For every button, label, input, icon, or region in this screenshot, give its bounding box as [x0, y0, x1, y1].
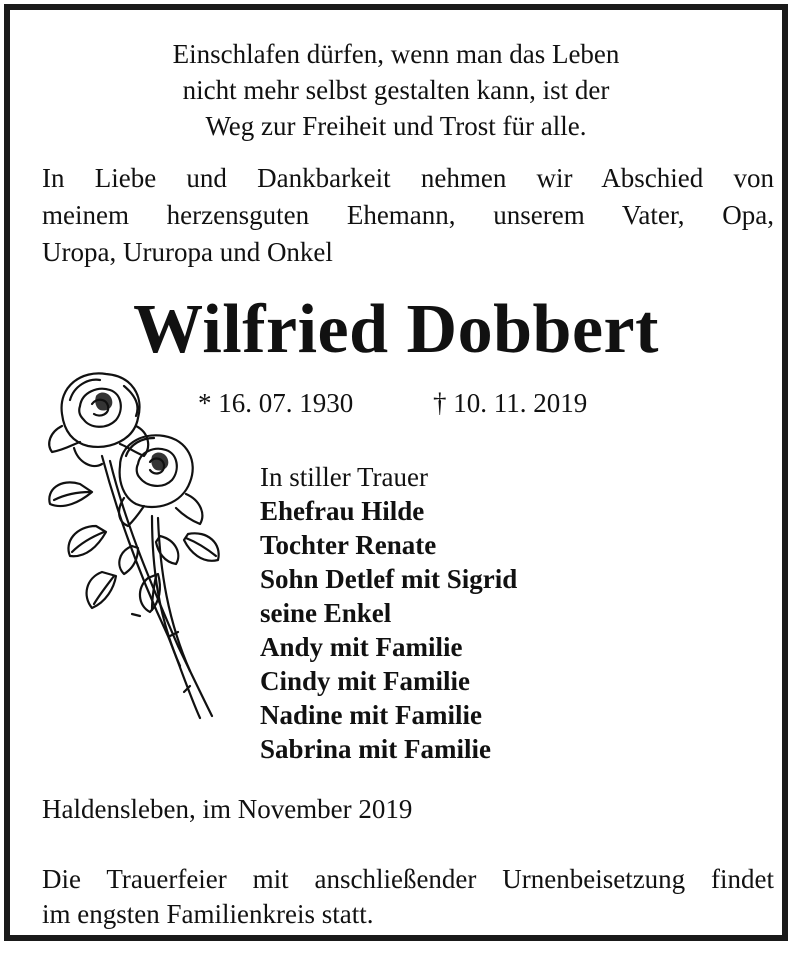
mourning-heading: In stiller Trauer: [260, 462, 428, 492]
poem-line: Einschlafen dürfen, wenn man das Leben: [172, 39, 620, 69]
mourner-name: Sohn Detlef mit Sigrid: [260, 564, 518, 594]
poem: [10, 36, 782, 144]
deceased-name: Wilfried Dobbert: [133, 291, 659, 368]
intro-text: [42, 160, 774, 271]
ceremony-note: [42, 862, 774, 932]
death-date: † 10. 11. 2019: [433, 388, 588, 418]
mourner-name: Ehefrau Hilde: [260, 496, 425, 526]
birth-date: * 16. 07. 1930: [198, 388, 354, 418]
intro-line: In Liebe und Dankbarkeit nehmen wir Abschied von: [42, 163, 774, 193]
mourner-name: Andy mit Familie: [260, 632, 463, 662]
mourner-name: seine Enkel: [260, 598, 392, 628]
mourner-name: Sabrina mit Familie: [260, 734, 491, 764]
poem-line: Weg zur Freiheit und Trost für alle.: [205, 111, 587, 141]
place-date: Haldensleben, im November 2019: [42, 794, 413, 824]
mourner-name: Nadine mit Familie: [260, 700, 482, 730]
ceremony-line: Die Trauerfeier mit anschließender Urnenbeisetzung findet: [42, 864, 774, 894]
mourners-list: [260, 460, 517, 766]
roses-icon: [40, 366, 230, 726]
mourner-name: Tochter Renate: [260, 530, 437, 560]
ceremony-line: im engsten Familienkreis statt.: [42, 899, 374, 929]
intro-line: Uropa, Ururopa und Onkel: [42, 237, 333, 267]
intro-line: meinem herzensguten Ehemann, unserem Vater, Opa,: [42, 200, 774, 230]
poem-line: nicht mehr selbst gestalten kann, ist der: [182, 75, 610, 105]
mourner-name: Cindy mit Familie: [260, 666, 470, 696]
obituary-notice: [4, 4, 788, 941]
